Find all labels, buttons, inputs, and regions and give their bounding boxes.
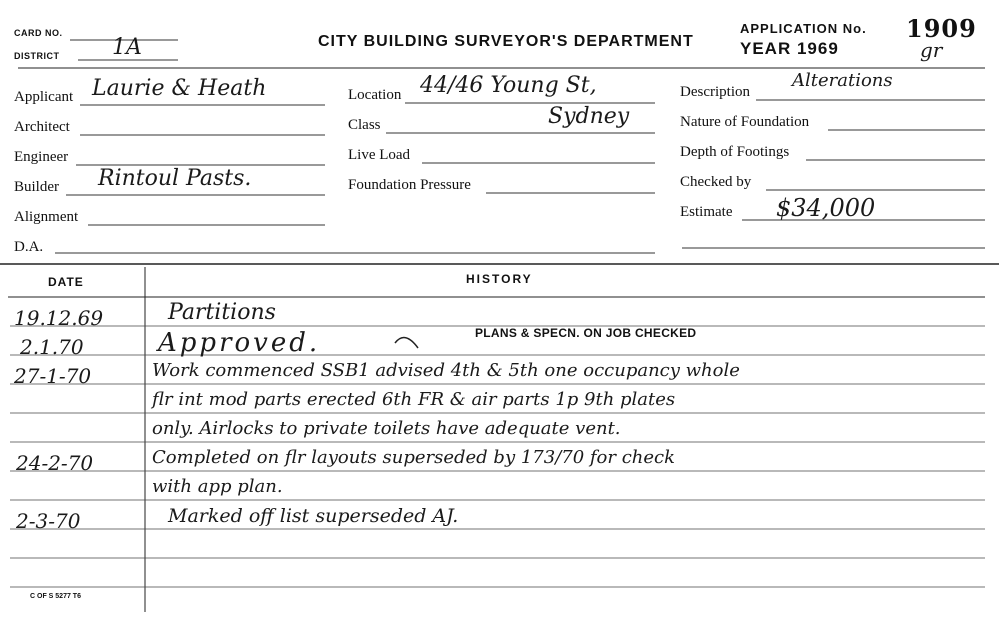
year-suffix: gr — [920, 38, 943, 62]
history-row-date: 27-1-70 — [14, 364, 92, 388]
card-no-label: CARD NO. — [14, 28, 63, 38]
depth-of-footings-label: Depth of Footings — [680, 144, 790, 160]
history-row-date: 2-3-70 — [16, 509, 81, 533]
date-column-header: DATE — [48, 275, 84, 289]
estimate-value: $34,000 — [776, 194, 876, 222]
application-no-label: APPLICATION No. — [740, 21, 867, 36]
history-row-date: 19.12.69 — [14, 306, 104, 330]
description-label: Description — [680, 84, 750, 100]
history-row-text: Partitions — [168, 300, 276, 325]
history-row-text: Completed on flr layouts superseded by 173/70 for check — [152, 447, 676, 468]
alignment-label: Alignment — [14, 209, 79, 225]
applicant-value: Laurie & Heath — [92, 76, 267, 101]
da-label: D.A. — [14, 239, 44, 255]
architect-label: Architect — [14, 119, 70, 135]
live-load-label: Live Load — [348, 147, 411, 163]
location-value-line2: Sydney — [548, 104, 630, 129]
foundation-pressure-label: Foundation Pressure — [348, 177, 471, 193]
district-value: 1A — [112, 35, 142, 60]
history-row-date: 24-2-70 — [16, 451, 94, 475]
builder-label: Builder — [14, 179, 59, 195]
nature-of-foundation-label: Nature of Foundation — [680, 114, 810, 130]
history-row-text: Marked off list superseded AJ. — [168, 505, 459, 527]
history-row-text: flr int mod parts erected 6th FR & air parts 1p 9th plates — [152, 389, 676, 410]
application-no-value: 1909 — [906, 14, 977, 43]
checked-by-label: Checked by — [680, 174, 752, 190]
location-label: Location — [348, 87, 402, 103]
history-row-text: Work commenced SSB1 advised 4th & 5th one occupancy whole — [152, 360, 740, 381]
builder-value: Rintoul Pasts. — [98, 166, 252, 191]
district-label: DISTRICT — [14, 51, 60, 61]
applicant-label: Applicant — [14, 89, 74, 105]
year-label: YEAR 1969 — [740, 39, 839, 58]
class-label: Class — [348, 117, 381, 133]
history-row-date: 2.1.70 — [20, 335, 84, 359]
description-value: Alterations — [792, 70, 893, 91]
history-column-header: HISTORY — [466, 272, 533, 286]
history-row-text: Approved. — [158, 328, 321, 358]
history-row-text: with app plan. — [152, 476, 283, 497]
form-code: C OF S 5277 T6 — [30, 593, 81, 600]
location-value: 44/46 Young St, — [420, 73, 597, 98]
plans-checked-stamp: PLANS & SPECN. ON JOB CHECKED — [475, 326, 697, 340]
department-title: CITY BUILDING SURVEYOR'S DEPARTMENT — [318, 33, 694, 50]
engineer-label: Engineer — [14, 149, 69, 165]
estimate-label: Estimate — [680, 204, 733, 220]
history-row-text: only. Airlocks to private toilets have adequate vent. — [152, 418, 621, 439]
approval-flourish — [395, 338, 418, 348]
